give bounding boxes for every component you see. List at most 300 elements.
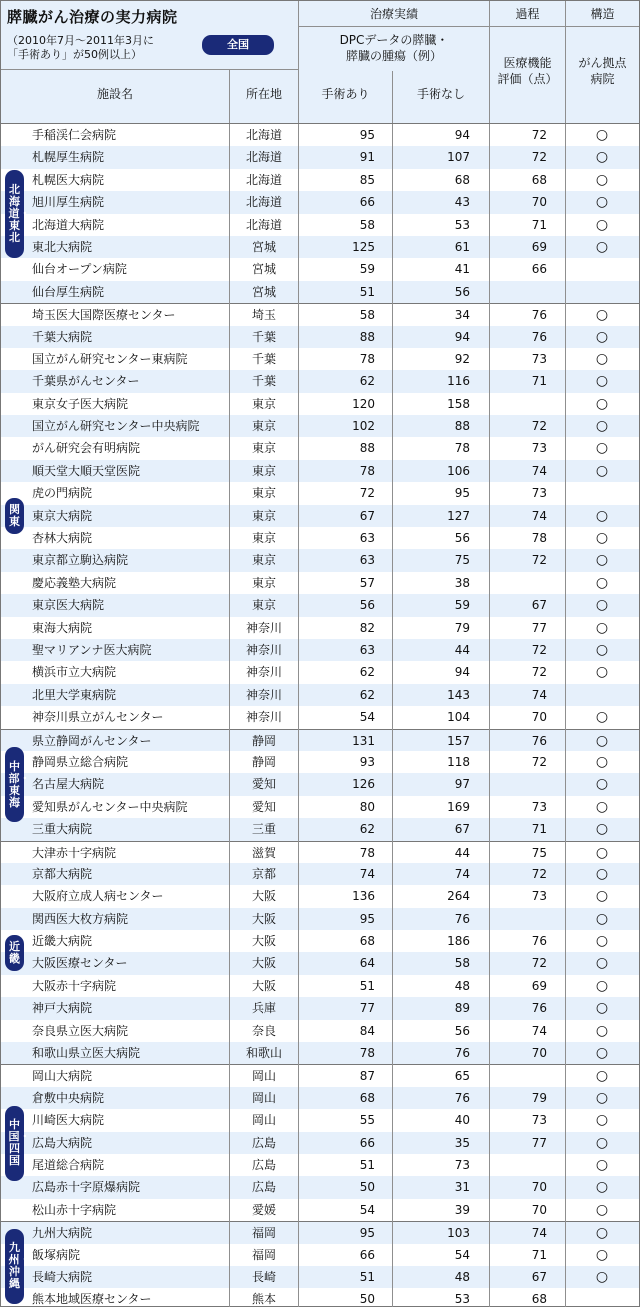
evaluation-cell: 69 (531, 978, 547, 993)
without-surgery-cell: 78 (454, 441, 470, 456)
table-row (1, 773, 639, 795)
table-row (1, 1244, 639, 1266)
without-surgery-cell: 75 (454, 553, 470, 568)
location-cell: 北海道 (245, 195, 282, 210)
facility-name: 大阪赤十字病院 (32, 978, 117, 993)
with-surgery-cell: 58 (359, 308, 375, 323)
location-cell: 北海道 (245, 217, 282, 232)
location-cell: 滋賀 (251, 845, 276, 860)
table-row (1, 639, 639, 661)
with-surgery-cell: 58 (359, 217, 375, 232)
facility-name: 北里大学東病院 (32, 687, 117, 702)
with-surgery-cell: 63 (359, 553, 375, 568)
table-row (1, 124, 639, 146)
evaluation-cell: 72 (531, 956, 547, 971)
evaluation-cell: 72 (531, 866, 547, 881)
without-surgery-cell: 89 (454, 1001, 470, 1016)
with-surgery-cell: 54 (359, 710, 375, 725)
region-label-text: 九州・沖縄 (8, 1241, 31, 1291)
with-surgery-cell: 87 (359, 1069, 375, 1084)
facility-name: 仙台厚生病院 (32, 284, 105, 299)
cancer-base-cell: ○ (595, 373, 609, 390)
facility-name: 広島大病院 (32, 1135, 93, 1150)
without-surgery-cell: 61 (454, 239, 470, 254)
evaluation-cell: 71 (531, 1247, 547, 1262)
without-surgery-cell: 74 (454, 866, 470, 881)
cancer-base-cell: ○ (595, 798, 609, 815)
table-row (1, 1199, 639, 1221)
without-surgery-cell: 67 (454, 822, 470, 837)
with-surgery-cell: 78 (359, 463, 375, 478)
without-surgery-cell: 73 (454, 1157, 470, 1172)
without-surgery-cell: 94 (454, 128, 470, 142)
with-surgery-cell: 57 (359, 575, 375, 590)
region-label (5, 1229, 31, 1304)
without-surgery-cell: 107 (447, 150, 470, 165)
location-cell: 福岡 (251, 1226, 276, 1241)
table-row (1, 930, 639, 952)
without-surgery-cell: 169 (447, 799, 470, 814)
with-surgery-cell: 131 (352, 733, 375, 748)
without-surgery-cell: 35 (454, 1135, 470, 1150)
evaluation-cell: 72 (531, 419, 547, 434)
facility-name: 県立静岡がんセンター (32, 733, 152, 748)
table-row (1, 863, 639, 885)
without-surgery-cell: 97 (454, 777, 470, 792)
without-surgery-cell: 56 (454, 531, 470, 546)
without-surgery-cell: 157 (447, 733, 470, 748)
without-surgery-cell: 79 (454, 620, 470, 635)
cancer-base-cell: ○ (595, 1225, 609, 1242)
table-row (1, 1109, 639, 1131)
location-cell: 神奈川 (245, 710, 282, 725)
table-row (1, 1087, 639, 1109)
with-surgery-cell: 95 (359, 911, 375, 926)
cancer-base-cell: ○ (595, 664, 609, 681)
region-label (5, 1106, 31, 1181)
without-surgery-cell: 39 (454, 1202, 470, 1217)
location-cell: 北海道 (245, 150, 282, 165)
table-row (1, 818, 639, 840)
facility-name: 東海大病院 (32, 620, 93, 635)
location-cell: 大阪 (251, 934, 276, 949)
facility-name: 札幌医大病院 (32, 172, 105, 187)
with-surgery-cell: 85 (359, 172, 375, 187)
location-cell: 愛媛 (251, 1202, 276, 1217)
without-surgery-cell: 53 (454, 217, 470, 232)
cancer-base-cell: ○ (595, 933, 609, 950)
header-without-surgery: 手術なし (416, 87, 465, 101)
with-surgery-cell: 68 (359, 934, 375, 949)
evaluation-cell: 69 (531, 239, 547, 254)
with-surgery-cell: 66 (359, 195, 375, 210)
with-surgery-cell: 62 (359, 374, 375, 389)
facility-name: 杏林大病院 (32, 531, 93, 546)
facility-name: 倉敷中央病院 (32, 1090, 105, 1105)
with-surgery-cell: 50 (359, 1180, 375, 1195)
with-surgery-cell: 125 (352, 239, 375, 254)
location-cell: 千葉 (251, 351, 276, 366)
with-surgery-cell: 50 (359, 1292, 375, 1307)
evaluation-cell: 74 (531, 1226, 547, 1241)
facility-name: 岡山大病院 (32, 1069, 93, 1084)
without-surgery-cell: 48 (454, 1269, 470, 1284)
with-surgery-cell: 88 (359, 441, 375, 456)
without-surgery-cell: 31 (454, 1180, 470, 1195)
header-structure: 構造 (590, 7, 615, 21)
without-surgery-cell: 41 (454, 262, 470, 277)
location-cell: 大阪 (251, 889, 276, 904)
table-row (1, 415, 639, 437)
header-dpc-line1: DPCデータの膵臓・ (339, 33, 449, 47)
location-cell: 広島 (251, 1180, 276, 1195)
table-row (1, 370, 639, 392)
table-row (1, 191, 639, 213)
without-surgery-cell: 48 (454, 978, 470, 993)
evaluation-cell: 72 (531, 128, 547, 142)
header-eval-line1: 医療機能 (503, 56, 552, 70)
cancer-base-cell: ○ (595, 641, 609, 658)
evaluation-cell: 79 (531, 1090, 547, 1105)
header-facility: 施設名 (96, 87, 133, 101)
without-surgery-cell: 43 (454, 195, 470, 210)
cancer-base-cell: ○ (595, 1045, 609, 1062)
region-label (5, 170, 31, 258)
cancer-base-cell: ○ (595, 1022, 609, 1039)
cancer-base-cell: ○ (595, 732, 609, 749)
facility-name: 大阪府立成人病センター (32, 889, 164, 904)
with-surgery-cell: 66 (359, 1135, 375, 1150)
facility-name: 静岡県立総合病院 (32, 754, 129, 769)
without-surgery-cell: 59 (454, 598, 470, 613)
evaluation-cell: 76 (531, 934, 547, 949)
evaluation-cell: 66 (531, 262, 547, 277)
evaluation-cell: 74 (531, 508, 547, 523)
region-label-text: 関東 (9, 503, 20, 528)
location-cell: 大阪 (251, 956, 276, 971)
cancer-base-cell: ○ (595, 238, 609, 255)
location-cell: 大阪 (251, 911, 276, 926)
header-base-line1: がん拠点 (578, 56, 627, 70)
table-row (1, 1176, 639, 1198)
table-row (1, 527, 639, 549)
evaluation-cell: 68 (531, 1292, 547, 1307)
without-surgery-cell: 58 (454, 956, 470, 971)
table-row (1, 1020, 639, 1042)
location-cell: 神奈川 (245, 687, 282, 702)
facility-name: 九州大病院 (32, 1226, 93, 1241)
with-surgery-cell: 126 (352, 777, 375, 792)
location-cell: 京都 (251, 866, 276, 881)
facility-name: 千葉県がんセンター (32, 374, 140, 389)
cancer-base-cell: ○ (595, 171, 609, 188)
without-surgery-cell: 103 (447, 1226, 470, 1241)
with-surgery-cell: 64 (359, 956, 375, 971)
with-surgery-cell: 66 (359, 1247, 375, 1262)
facility-name: 横浜市立大病院 (32, 665, 117, 680)
facility-name: 千葉大病院 (32, 329, 93, 344)
evaluation-cell: 75 (531, 845, 547, 860)
national-badge: 全国 (202, 35, 274, 55)
with-surgery-cell: 91 (359, 150, 375, 165)
region-label (5, 747, 31, 822)
cancer-base-cell: ○ (595, 462, 609, 479)
cancer-base-cell: ○ (595, 1089, 609, 1106)
facility-name: 名古屋大病院 (32, 777, 105, 792)
without-surgery-cell: 92 (454, 351, 470, 366)
location-cell: 東京 (251, 553, 276, 568)
with-surgery-cell: 78 (359, 845, 375, 860)
location-cell: 和歌山 (245, 1046, 282, 1061)
location-cell: 広島 (251, 1135, 276, 1150)
with-surgery-cell: 95 (359, 1226, 375, 1241)
with-surgery-cell: 136 (352, 889, 375, 904)
with-surgery-cell: 72 (359, 486, 375, 501)
with-surgery-cell: 54 (359, 1202, 375, 1217)
evaluation-cell: 77 (531, 1135, 547, 1150)
evaluation-cell: 78 (531, 531, 547, 546)
cancer-base-cell: ○ (595, 440, 609, 457)
evaluation-cell: 71 (531, 217, 547, 232)
location-cell: 愛知 (251, 777, 276, 792)
cancer-base-cell: ○ (595, 776, 609, 793)
location-cell: 宮城 (251, 262, 276, 277)
cancer-base-cell: ○ (595, 307, 609, 324)
location-cell: 宮城 (251, 284, 276, 299)
cancer-base-cell: ○ (595, 1000, 609, 1017)
with-surgery-cell: 82 (359, 620, 375, 635)
with-surgery-cell: 62 (359, 665, 375, 680)
without-surgery-cell: 56 (454, 284, 470, 299)
facility-name: 埼玉医大国際医療センター (32, 308, 176, 323)
table-row (1, 460, 639, 482)
header-base-line2: 病院 (590, 72, 615, 86)
period-note-line2: 「手術あり」が50例以上） (7, 48, 142, 61)
table-row (1, 796, 639, 818)
with-surgery-cell: 78 (359, 1046, 375, 1061)
without-surgery-cell: 76 (454, 911, 470, 926)
location-cell: 千葉 (251, 329, 276, 344)
cancer-base-cell: ○ (595, 149, 609, 166)
location-cell: 福岡 (251, 1247, 276, 1262)
table-row (1, 572, 639, 594)
facility-name: 東京都立駒込病院 (32, 553, 129, 568)
with-surgery-cell: 62 (359, 822, 375, 837)
location-cell: 熊本 (251, 1292, 276, 1307)
table-row (1, 908, 639, 930)
region-label-text: 中部・東海 (8, 759, 31, 809)
evaluation-cell: 70 (531, 1046, 547, 1061)
cancer-base-cell: ○ (595, 552, 609, 569)
location-cell: 神奈川 (245, 665, 282, 680)
evaluation-cell: 72 (531, 665, 547, 680)
evaluation-cell: 73 (531, 1113, 547, 1128)
evaluation-cell: 77 (531, 620, 547, 635)
location-cell: 長崎 (251, 1269, 276, 1284)
cancer-base-cell: ○ (595, 127, 609, 143)
without-surgery-cell: 88 (454, 419, 470, 434)
cancer-base-cell: ○ (595, 1246, 609, 1263)
location-cell: 埼玉 (251, 308, 276, 323)
without-surgery-cell: 65 (454, 1069, 470, 1084)
table-row (1, 684, 639, 706)
table-row (1, 841, 639, 863)
with-surgery-cell: 62 (359, 687, 375, 702)
location-cell: 神奈川 (245, 642, 282, 657)
with-surgery-cell: 56 (359, 598, 375, 613)
evaluation-cell: 73 (531, 889, 547, 904)
with-surgery-cell: 84 (359, 1023, 375, 1038)
without-surgery-cell: 34 (454, 308, 470, 323)
location-cell: 東京 (251, 396, 276, 411)
without-surgery-cell: 44 (454, 845, 470, 860)
cancer-base-cell: ○ (595, 1268, 609, 1285)
cancer-base-cell: ○ (595, 619, 609, 636)
facility-name: 東京医大病院 (32, 598, 105, 613)
with-surgery-cell: 95 (359, 128, 375, 142)
location-cell: 東京 (251, 508, 276, 523)
evaluation-cell: 76 (531, 733, 547, 748)
evaluation-cell: 72 (531, 150, 547, 165)
facility-name: 和歌山県立医大病院 (32, 1046, 141, 1061)
facility-name: がん研究会有明病院 (32, 441, 141, 456)
header-location: 所在地 (245, 87, 282, 101)
cancer-base-cell: ○ (595, 1134, 609, 1151)
without-surgery-cell: 76 (454, 1090, 470, 1105)
cancer-base-cell: ○ (595, 418, 609, 435)
table-row (1, 885, 639, 907)
evaluation-cell: 72 (531, 754, 547, 769)
without-surgery-cell: 158 (447, 396, 470, 411)
facility-name: 愛知県がんセンター中央病院 (32, 799, 188, 814)
cancer-base-cell: ○ (595, 574, 609, 591)
evaluation-cell: 73 (531, 351, 547, 366)
location-cell: 静岡 (251, 733, 276, 748)
location-cell: 東京 (251, 531, 276, 546)
without-surgery-cell: 95 (454, 486, 470, 501)
table-row (1, 617, 639, 639)
table-row (1, 1266, 639, 1288)
location-cell: 東京 (251, 419, 276, 434)
region-label-text: 中国・四国 (8, 1118, 31, 1168)
evaluation-cell: 72 (531, 642, 547, 657)
evaluation-cell: 73 (531, 486, 547, 501)
table-row (1, 348, 639, 370)
evaluation-cell: 70 (531, 1202, 547, 1217)
cancer-base-cell: ○ (595, 753, 609, 770)
location-cell: 岡山 (251, 1090, 276, 1105)
with-surgery-cell: 68 (359, 1090, 375, 1105)
cancer-base-cell: ○ (595, 888, 609, 905)
evaluation-cell: 71 (531, 822, 547, 837)
table-row (1, 751, 639, 773)
location-cell: 北海道 (245, 128, 282, 142)
location-cell: 東京 (251, 598, 276, 613)
without-surgery-cell: 104 (447, 710, 470, 725)
table-title: 膵臓がん治療の実力病院 (7, 8, 178, 26)
cancer-base-cell: ○ (595, 395, 609, 412)
facility-name: 近畿大病院 (32, 934, 93, 949)
table-row (1, 326, 639, 348)
facility-name: 東京大病院 (32, 508, 93, 523)
without-surgery-cell: 116 (447, 374, 470, 389)
table-row (1, 437, 639, 459)
table-row (1, 1154, 639, 1176)
location-cell: 宮城 (251, 239, 276, 254)
with-surgery-cell: 102 (352, 419, 375, 434)
without-surgery-cell: 76 (454, 1046, 470, 1061)
without-surgery-cell: 186 (447, 934, 470, 949)
with-surgery-cell: 55 (359, 1113, 375, 1128)
facility-name: 松山赤十字病院 (32, 1202, 117, 1217)
facility-name: 虎の門病院 (32, 486, 93, 501)
with-surgery-cell: 67 (359, 508, 375, 523)
evaluation-cell: 74 (531, 687, 547, 702)
without-surgery-cell: 264 (447, 889, 470, 904)
facility-name: 北海道大病院 (32, 217, 105, 232)
facility-name: 札幌厚生病院 (32, 150, 105, 165)
region-label-text: 北海道・東北 (8, 182, 31, 244)
cancer-base-cell: ○ (595, 1068, 609, 1085)
evaluation-cell: 76 (531, 1001, 547, 1016)
table-row (1, 997, 639, 1019)
evaluation-cell: 67 (531, 598, 547, 613)
facility-name: 東北大病院 (32, 239, 93, 254)
region-label (5, 498, 24, 534)
table-row (1, 281, 639, 303)
location-cell: 東京 (251, 441, 276, 456)
table-row (1, 1288, 639, 1310)
facility-name: 長崎大病院 (32, 1269, 93, 1284)
facility-name: 飯塚病院 (32, 1247, 81, 1262)
cancer-base-cell: ○ (595, 1201, 609, 1218)
location-cell: 静岡 (251, 754, 276, 769)
table-row (1, 549, 639, 571)
without-surgery-cell: 38 (454, 575, 470, 590)
header-treatment: 治療実績 (369, 7, 418, 21)
location-cell: 東京 (251, 463, 276, 478)
with-surgery-cell: 120 (352, 396, 375, 411)
table-row (1, 952, 639, 974)
evaluation-cell: 73 (531, 799, 547, 814)
without-surgery-cell: 53 (454, 1292, 470, 1307)
table-row (1, 1042, 639, 1064)
without-surgery-cell: 127 (447, 508, 470, 523)
without-surgery-cell: 143 (447, 687, 470, 702)
location-cell: 北海道 (245, 172, 282, 187)
location-cell: 東京 (251, 486, 276, 501)
cancer-base-cell: ○ (595, 977, 609, 994)
facility-name: 東京女子医大病院 (32, 396, 129, 411)
region-label-text: 近畿 (9, 939, 20, 965)
evaluation-cell: 74 (531, 463, 547, 478)
facility-name: 川崎医大病院 (32, 1113, 105, 1128)
header-with-surgery: 手術あり (321, 87, 370, 101)
location-cell: 大阪 (251, 978, 276, 993)
without-surgery-cell: 44 (454, 642, 470, 657)
evaluation-cell: 71 (531, 374, 547, 389)
with-surgery-cell: 80 (359, 799, 375, 814)
facility-name: 神奈川県立がんセンター (32, 710, 164, 725)
with-surgery-cell: 93 (359, 754, 375, 769)
facility-name: 京都大病院 (32, 866, 93, 881)
with-surgery-cell: 51 (359, 284, 375, 299)
table-row (1, 729, 639, 751)
facility-name: 広島赤十字原爆病院 (32, 1180, 141, 1195)
table-row (1, 482, 639, 504)
table-row (1, 303, 639, 325)
evaluation-cell: 72 (531, 553, 547, 568)
